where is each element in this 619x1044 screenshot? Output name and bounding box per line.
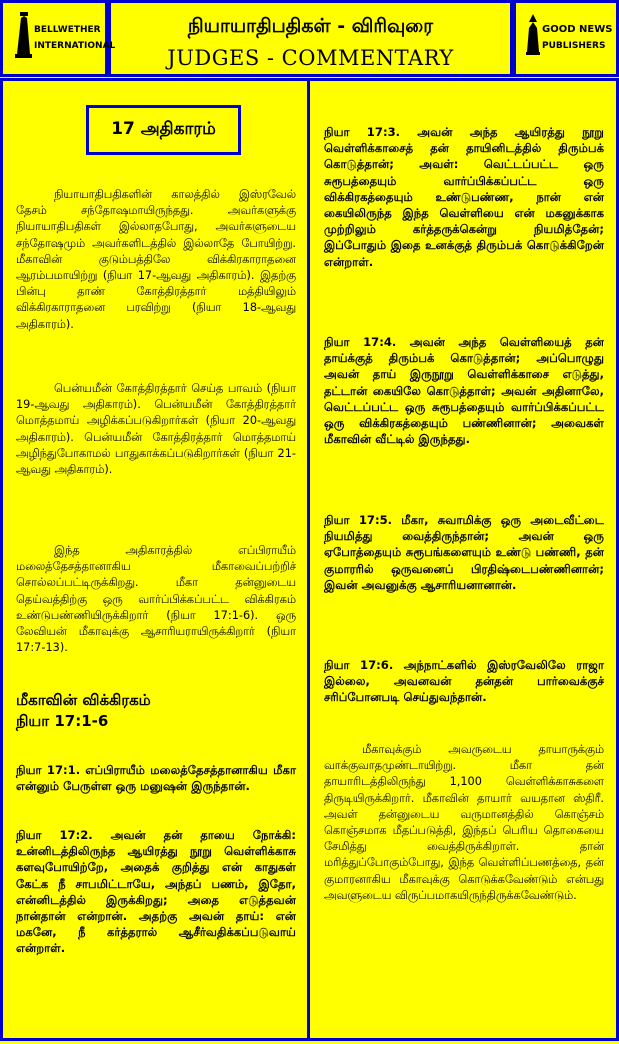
- verse-17-1: நியா 17:1. எப்பிராயீம் மலைத்தேசத்தானாகிய மீகா என்னும் பேருள்ள ஒரு மனுஷன் இருந்தான்.: [16, 763, 296, 794]
- section-heading: மீகாவின் விக்கிரகம்: [16, 691, 151, 709]
- title-tamil: நியாயாதிபதிகள் - விரிவுரை: [187, 15, 434, 37]
- chapter-box: [86, 105, 241, 155]
- page-title: [111, 3, 510, 74]
- verse-17-3: நியா 17:3. அவன் அந்த ஆயிரத்து நூறு வெள்ளிக்காசைத் தன் தாயினிடத்தில் திரும்பக் கொடுத்தான்; அவள்: வெட்டப்பட்ட ஒரு சுரூபத்தையும் வார்ப்பிக்கப்பட்ட ஒரு விக்கிரகத்தையும் உண்டுபண்ண, நான் என் கையிலிருந்த இந்த வெள்ளியை என் மகனுக்காக முற்றிலும் கர்த்தருக்கென்று நியமித்தேன்; இப்போதும் இதை உனக்குத் திரும்பக் கொடுக்கிறேன் என்றாள்.: [324, 125, 604, 269]
- commentary-paragraph: மீகாவுக்கும் அவருடைய தாயாருக்கும் வாக்குவாதமுண்டாயிற்று. மீகா தன் தாயாரிடத்திலிருந்து 1,100 வெள்ளிக்காசுகளை திருடியிருக்கிறார். மீகாவின் தாயார் வயதான ஸ்திரீ. அவள் தன்னுடைய வருமானத்தில் கொஞ்சம் கொஞ்சமாக மீதப்படுத்தி, இந்தப் பெரிய தொகையை சேமித்து வைத்திருக்கிறாள். தான் மரித்துப்போகும்போது, இந்த வெள்ளிப்பணத்தை, தன் குமாரனாகிய மீகாவுக்கு கொடுக்கவேண்டும் என்பது அவளுடைய விருப்பமாகயிருந்திருக்கவேண்டும்.: [324, 743, 604, 902]
- chapter-title: 17 அதிகாரம்: [111, 119, 216, 139]
- section-reference: நியா 17:1-6: [16, 712, 109, 730]
- bellwether-logo-icon: [13, 8, 116, 64]
- logo-line-2: PUBLISHERS: [542, 41, 606, 51]
- intro-paragraph-3: இந்த அதிகாரத்தில் எப்பிராயீம் மலைத்தேசத்தானாகிய மீகாவைப்பற்றிச் சொல்லப்பட்டிருக்கிறது. மீகா தன்னுடைய தெய்வத்திற்கு ஒரு வார்ப்பிக்கப்பட்ட விக்கிரகம் உண்டுபண்ணியிருக்கிறார் (நியா 17:1-6). ஒரு லேவியன் மீகாவுக்கு ஆசாரியராயிருக்கிறார் (நியா 17:7-13).: [16, 544, 296, 655]
- good-news-logo-icon: [523, 8, 613, 64]
- logo-line-1: GOOD NEWS: [542, 24, 613, 35]
- title-english: JUDGES - COMMENTARY: [167, 46, 454, 70]
- good-news-logo: [522, 7, 613, 65]
- intro-paragraph-1: நியாயாதிபதிகளின் காலத்தில் இஸ்ரவேல் தேசம் சந்தோஷமாயிருந்தது. அவர்களுக்கு நியாயாதிபதிகள் இல்லாதபோது, அவர்களுடைய சந்தோஷமும் அவர்களிடத்தில் இல்லாதே போயிற்று. மீகாவின் குடும்பத்திலே விக்கிரகாராதனை ஆரம்பமாயிற்று (நியா 17-ஆவது அதிகாரம்). இதற்கு பின்பு தாண் கோத்திரத்தார் மத்தியிலும் விக்கிரகாராதனை பரவிற்று (நியா 18-ஆவது அதிகாரம்).: [16, 188, 296, 331]
- verse-17-2: நியா 17:2. அவன் தன் தாயை நோக்கி: உன்னிடத்திலிருந்த ஆயிரத்து நூறு வெள்ளிக்காசு களவுபோயிற்றே, அதைக் குறித்து என் காதுகள் கேட்க நீ சாபமிட்டாயே, அந்தப் பணம், இதோ, என்னிடத்தில் இருக்கிறது; அதை எடுத்தவன் நான்தான் என்றான். அதற்கு அவன் தாய்: என் மகனே, நீ கர்த்தரால் ஆசீர்வதிக்கப்படுவாய் என்றாள்.: [16, 828, 296, 956]
- logo-line-1: BELLWETHER: [34, 25, 101, 35]
- verse-17-6: நியா 17:6. அந்நாட்களில் இஸ்ரவேலிலே ராஜா இல்லை, அவனவன் தன்தன் பார்வைக்குச் சரிப்போனபடி செய்துவந்தான்.: [324, 658, 604, 705]
- logo-line-2: INTERNATIONAL: [34, 41, 116, 51]
- intro-paragraph-2: பென்யமீன் கோத்திரத்தார் செய்த பாவம் (நியா 19-ஆவது அதிகாரம்). பென்யமீன் கோத்திரத்தார் மொத்தமாய் அழிக்கப்படுகிறார்கள் (நியா 20-ஆவது அதிகாரம்). பென்யமீன் கோத்திரத்தார் மொத்தமாய் அழிந்துபோகாமல் பாதுகாக்கப்படுகிறார்கள் (நியா 21-ஆவது அதிகாரம்).: [16, 382, 296, 477]
- bellwether-logo: [12, 7, 116, 65]
- verse-17-4: நியா 17:4. அவன் அந்த வெள்ளியைத் தன் தாய்க்குத் திரும்பக் கொடுத்தான்; அப்பொழுது அவன் தாய் இருநூறு வெள்ளிக்காசை எடுத்து, தட்டான் கையிலே கொடுத்தாள்; அவன் அதினாலே, வெட்டப்பட்ட ஒரு சுரூபத்தையும் வார்ப்பிக்கப்பட்ட ஒரு விக்கிரகத்தையும் பண்ணினான்; அவைகள் மீகாவின் வீட்டில் இருந்தது.: [324, 335, 604, 447]
- verse-17-5: நியா 17:5. மீகா, சுவாமிக்கு ஒரு அடைவீட்டை நியமித்து வைத்திருந்தான்; அவன் ஒரு ஏபோத்தையும் சுரூபங்களையும் உண்டு பண்ணி, தன் குமாரரில் ஒருவனைப் பிரதிஷ்டைபண்ணினான்; இவன் அவனுக்கு ஆசாரியனானான்.: [324, 513, 604, 592]
